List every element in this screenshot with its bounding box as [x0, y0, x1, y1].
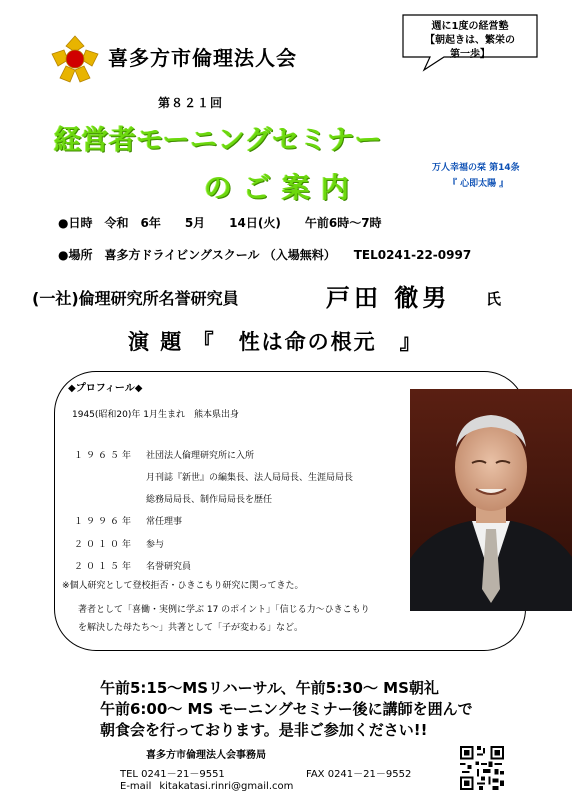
schedule-line: 午前5:15～MSリハーサル、午前5:30～ MS朝礼	[100, 679, 439, 697]
chrysanthemum-emblem-icon	[50, 34, 100, 84]
qr-code-icon[interactable]	[458, 744, 506, 792]
profile-books: 著者として「喜働・実例に学ぶ 17 のポイント」「信じる力～ひきこもり	[78, 605, 370, 615]
callout-line: 週に1度の経営塾	[431, 21, 509, 32]
career-desc: 参与	[146, 540, 165, 550]
speaker-affiliation: (一社)倫理研究所名誉研究員	[32, 289, 239, 308]
profile-books: を解決した母たち～」共著として「子が変わる」など。	[78, 623, 304, 633]
side-note-motto: 『 心即太陽 』	[448, 179, 509, 189]
schedule-line: 朝食会を行っております。是非ご参加ください!!	[100, 721, 428, 739]
profile-note: ※個人研究として登校拒否・ひきこもり研究に関ってきた。	[62, 581, 304, 591]
seminar-title-sub: のご案内	[204, 171, 361, 204]
speaker-honorific: 氏	[486, 290, 502, 308]
fax-number: FAX 0241－21－9552	[306, 769, 412, 780]
profile-heading: ◆プロフィール◆	[68, 383, 143, 394]
tel-number: TEL 0241－21－9551	[120, 769, 225, 780]
career-desc: 名誉研究員	[146, 562, 192, 572]
event-date: ●日時 令和 6年 5月 14日(火) 午前6時～7時	[58, 216, 382, 230]
career-desc: 月刊誌『新世』の編集長、法人局局長、生涯局局長	[146, 473, 354, 483]
callout-line: 第一歩】	[450, 49, 490, 60]
speaker-photo	[410, 389, 572, 611]
schedule-line: 午前6:00～ MS モーニングセミナー後に講師を囲んで	[100, 700, 473, 718]
office-name: 喜多方市倫理法人会事務局	[146, 750, 266, 761]
profile-birth: 1945(昭和20)年 1月生まれ 熊本県出身	[72, 410, 239, 420]
issue-number: 第８２１回	[158, 96, 224, 110]
career-year: １９６５年	[74, 451, 135, 461]
email-label: E-mail	[120, 781, 152, 792]
lecture-theme: 演 題 『 性は命の根元 』	[128, 330, 423, 354]
email-line	[120, 781, 293, 792]
side-note: 万人幸福の栞 第14条	[432, 163, 520, 173]
org-name: 喜多方市倫理法人会	[108, 46, 297, 70]
career-year: ２０１５年	[74, 562, 135, 572]
email-address[interactable]: kitakatasi.rinri@gmail.com	[159, 781, 294, 792]
callout-text	[404, 20, 536, 62]
career-year: １９９６年	[74, 517, 135, 527]
career-desc: 総務局局長、制作局局長を歴任	[146, 495, 273, 505]
career-year: ２０１０年	[74, 540, 135, 550]
speaker-name: 戸田 徹男	[326, 284, 451, 312]
callout-line: 【朝起きは、繁栄の	[425, 35, 515, 46]
seminar-title: 経営者モーニングセミナー	[54, 125, 383, 156]
career-desc: 常任理事	[146, 517, 183, 527]
career-desc: 社団法人倫理研究所に入所	[146, 451, 255, 461]
event-place: ●場所 喜多方ドライビングスクール （入場無料） TEL0241-22-0997	[58, 248, 472, 262]
